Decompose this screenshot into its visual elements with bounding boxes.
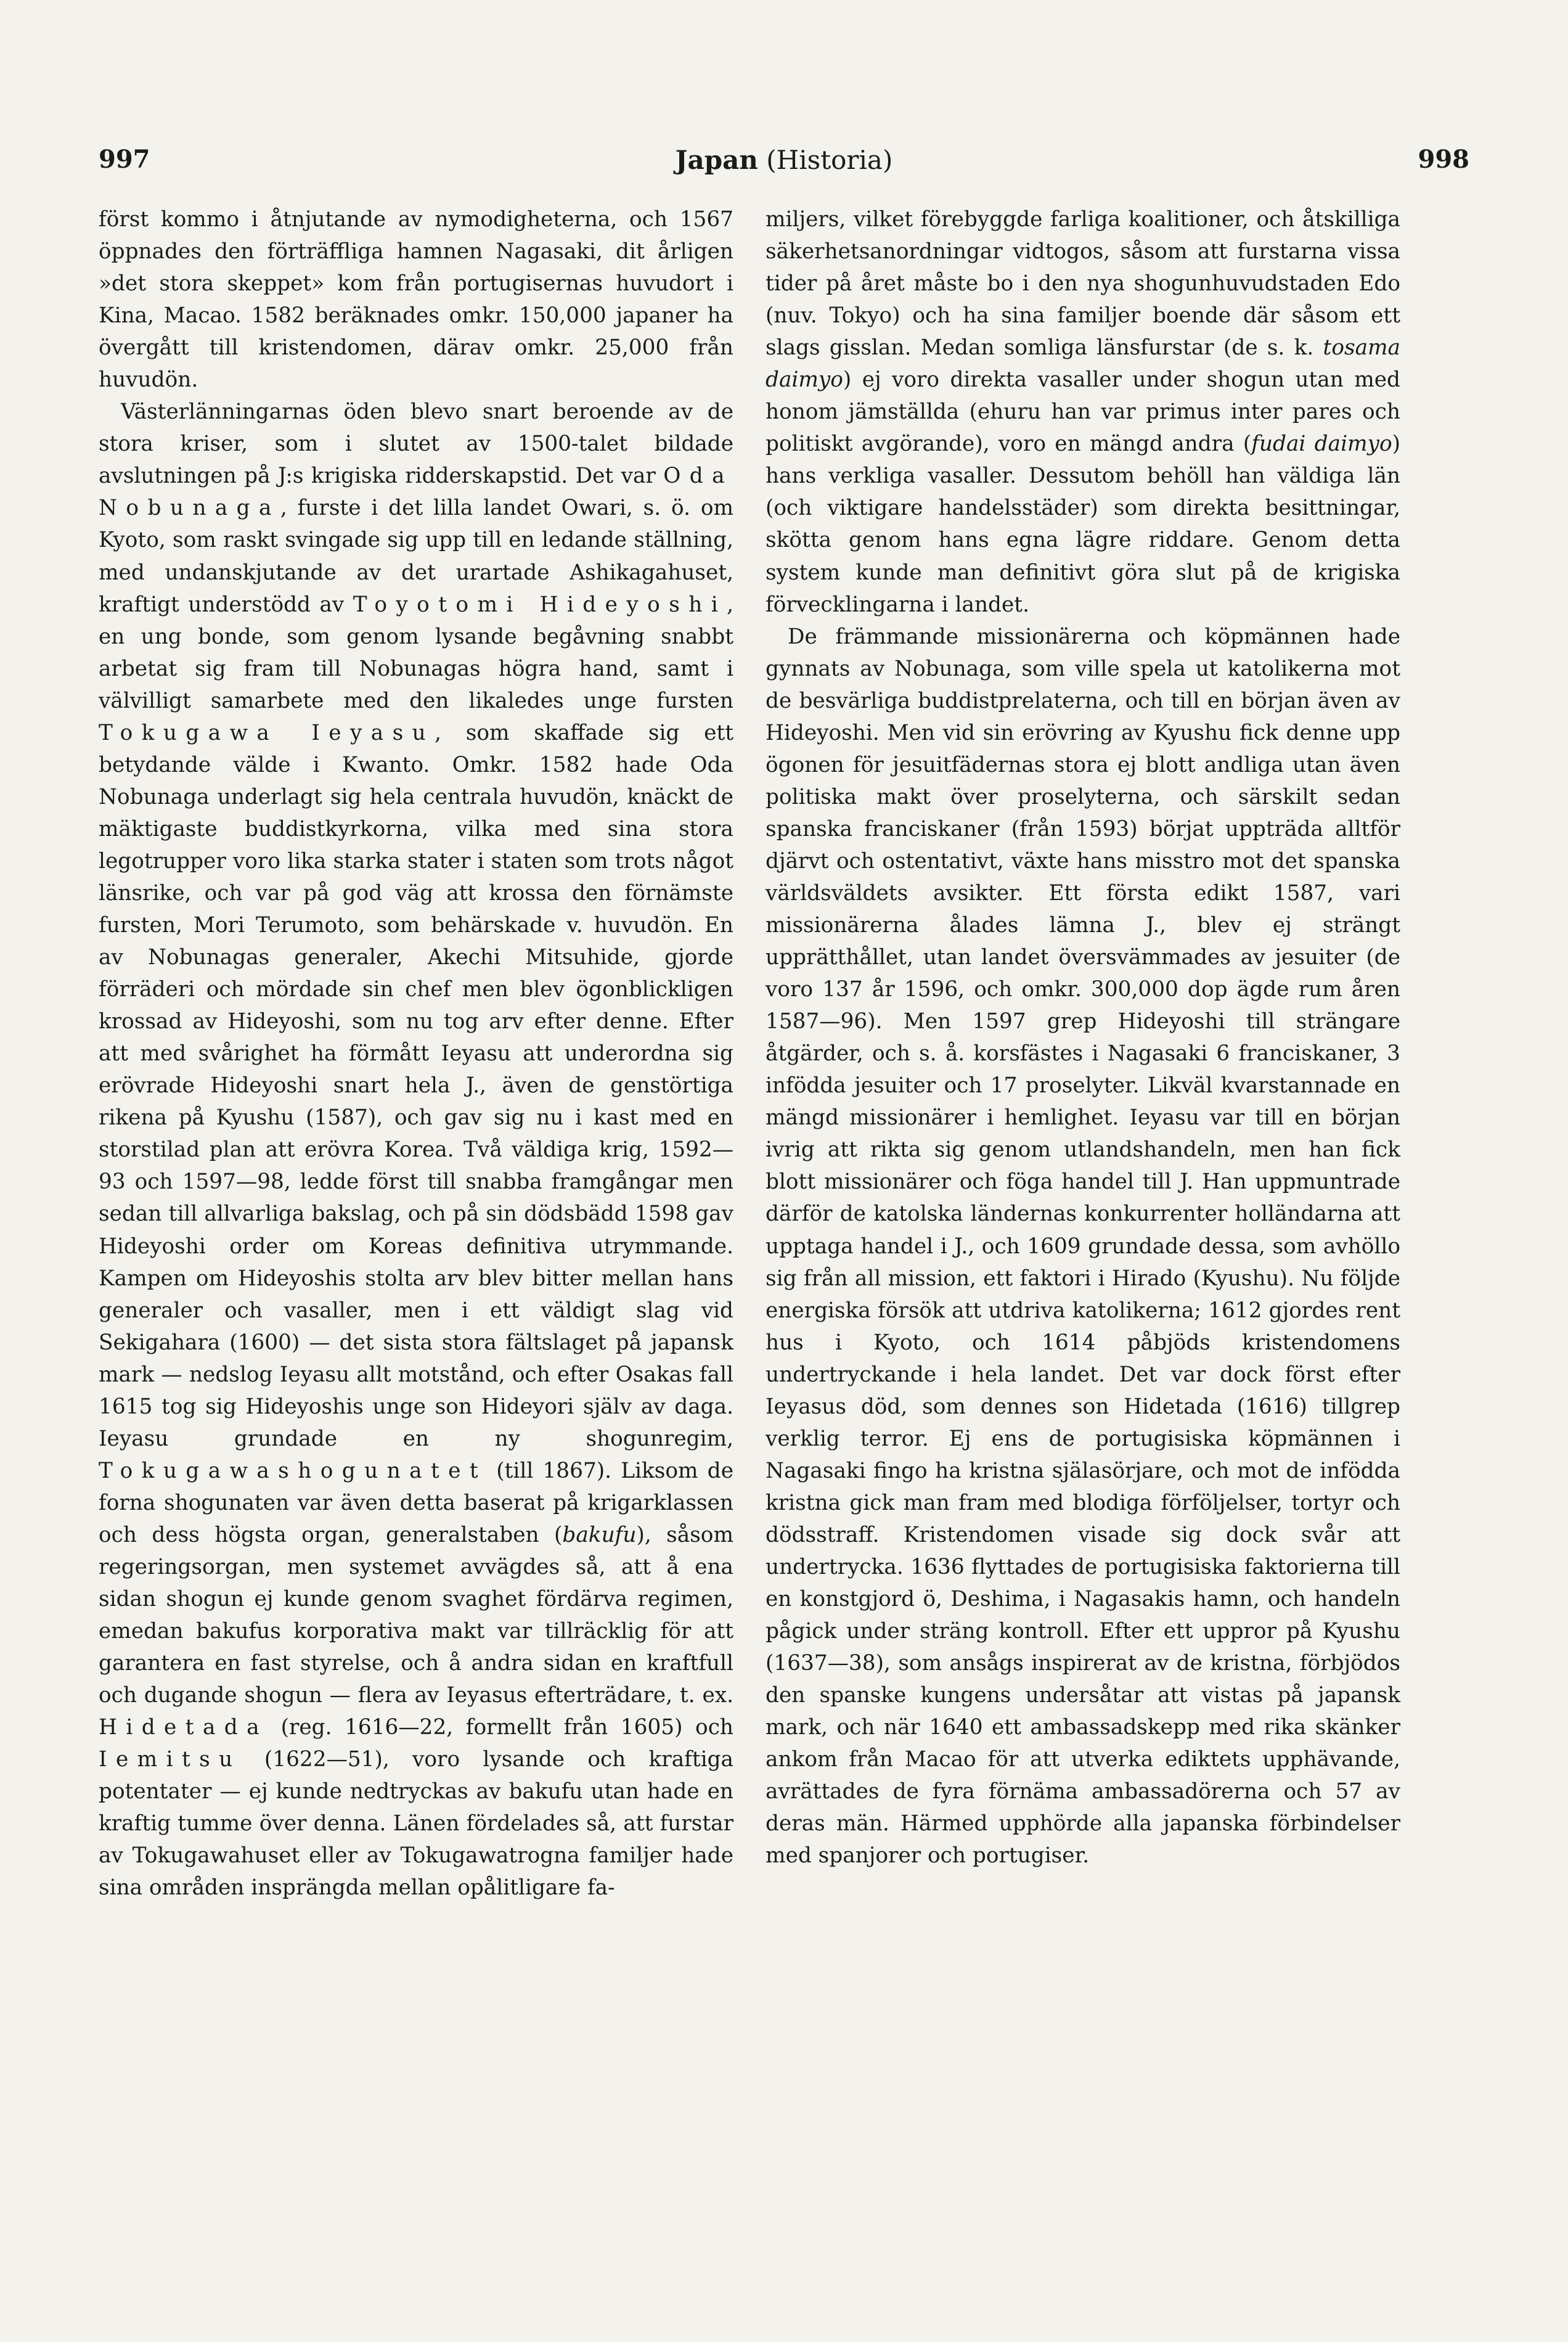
- paragraph: [766, 203, 1400, 621]
- text-run: ), såsom regeringsorgan, men systemet avvägdes så, att å ena sidan shogun ej kunde genom svaghet fördärva regimen, emedan bakufus korporativa makt var tillräcklig för att garantera en fast styrelse, och å andra sidan en kraftfull och dugande shogun — flera av Ieyasus efterträdare, t. ex.: [99, 1522, 733, 1708]
- text-run: , en ung bonde, som genom lysande begåvning snabbt arbetat sig fram till Nobunagas högra hand, samt i välvilligt samarbete med den likaledes unge fursten: [99, 592, 733, 713]
- right-column: [766, 203, 1400, 1872]
- running-title: [99, 145, 1469, 175]
- running-title-sub: (Historia): [757, 145, 893, 175]
- page-number-left: 997: [99, 145, 150, 174]
- text-run: (reg. 1616—22, formellt från 1605) och: [268, 1715, 733, 1740]
- paragraph: först kommo i åtnjutande av nymodigheterna, och 1567 öppnades den förträffliga hamnen Nagasaki, dit årligen »det stora skeppet» kom från portugisernas huvudort i Kina, Macao. 1582 beräknades omkr. 150,000 japaner ha övergått till kristendomen, därav omkr. 25,000 från huvudön.: [99, 207, 733, 393]
- running-title-main: Japan: [675, 145, 758, 175]
- running-header: [99, 145, 1469, 182]
- left-column: [99, 203, 733, 1904]
- page-number-right: 998: [1418, 145, 1469, 174]
- text-run: (till 1867). Liksom de forna shogunaten var även detta baserat på krigarklassen och dess högsta organ, generalstaben (: [99, 1458, 733, 1547]
- paragraph: De främmande missionärerna och köpmännen hade gynnats av Nobunaga, som ville spela ut katolikerna mot de besvärliga buddistprelaterna, och till en början även av Hideyoshi. Men vid sin erövring av Kyushu fick denne upp ögonen för jesuitfädernas stora ej blott andliga utan även politiska makt över proselyterna, och särskilt sedan spanska franciskaner (från 1593) börjat uppträda alltför djärvt och ostentativt, växte hans misstro mot det spanska världsväldets avsikter. Ett första edikt 1587, vari missionärerna ålades lämna J., blev ej strängt upprätthållet, utan landet översvämmades av jesuiter (de voro 137 år 1596, och omkr. 300,000 dop ägde rum åren 1587—96). Men 1597 grep Hideyoshi till strängare åtgärder, och s. å. korsfästes i Nagasaki 6 franciskaner, 3 infödda jesuiter och 17 proselyter. Likväl kvarstannade en mängd missionärer i hemlighet. Ieyasu var till en början ivrig att rikta sig genom utlandshandeln, men han fick blott missionärer och föga handel till J. Han uppmuntrade därför de katolska ländernas konkurrenter holländarna att upptaga handel i J., och 1609 grundade dessa, som avhöllo sig från all mission, ett faktori i Hirado (Kyushu). Nu följde energiska försök att utdriva katolikerna; 1612 gjordes rent hus i Kyoto, och 1614 påbjöds kristendomens undertryckande i hela landet. Det var dock först efter Ieyasus död, som dennes son Hidetada (1616) tillgrep verklig terror. Ej ens de portugisiska köpmännen i Nagasaki fingo ha kristna själasörjare, och mot de infödda kristna gick man fram med blodiga förföljelser, tortyr och dödsstraff. Kristendomen visade sig dock svår att undertrycka. 1636 flyttades de portugisiska faktorierna till en konstgjord ö, Deshima, i Nagasakis hamn, och handeln pågick under sträng kontroll. Efter ett uppror på Kyushu (1637—38), som ansågs inspirerat av de kristna, förbjödos den spanske kungens undersåtar att vistas på japansk mark, och när 1640 ett ambassadskepp med rika skänker ankom från Macao för att utverka ediktets upphävande, avrättades de fyra förnäma ambassadörerna och 57 av deras män. Härmed upphörde alla japanska förbindelser med spanjorer och portugiser.: [766, 624, 1400, 1869]
- italic-term: bakufu: [562, 1522, 637, 1547]
- italic-term: fudai daimyo: [1251, 432, 1392, 457]
- text-run: , som skaffade sig ett betydande välde i Kwanto. Omkr. 1582 hade Oda Nobunaga underlagt sig hela centrala huvudön, knäckt de mäktigaste buddistkyrkorna, vilka med sina stora legotrupper voro lika starka stater i staten som trots något länsrike, och var på god väg att krossa den förnämste fursten, Mori Terumoto, som behärskade v. huvudön. En av Nobunagas generaler, Akechi Mitsuhide, gjorde förräderi och mördade sin chef men blev ögonblickligen krossad av Hideyoshi, som nu tog arv efter denne. Efter att med svårighet ha förmått Ieyasu att underordna sig erövrade Hideyoshi snart hela J., även de genstörtiga rikena på Kyushu (1587), och gav sig nu i kast med en storstilad plan att erövra Korea. Två väldiga krig, 1592—93 och 1597—98, ledde först till snabba framgångar men sedan till allvarliga bakslag, och på sin dödsbädd 1598 gav Hideyoshi order om Koreas definitiva utrymmande. Kampen om Hideyoshis stolta arv blev bitter mellan hans generaler och vasaller, men i ett väldigt slag vid Sekigahara (1600) — det sista stora fältslaget på japansk mark — nedslog Ieyasu allt motstånd, och efter Osakas fall 1615 tog sig Hideyoshis unge son Hideyori själv av daga. Ieyasu grundade en ny shogunregim,: [99, 720, 733, 1451]
- spaced-name: Hidetada: [99, 1715, 269, 1740]
- text-run: (1622—51), voro lysande och kraftiga potentater — ej kunde nedtryckas av bakufu utan hade en kraftig tumme över denna. Länen fördelades så, att furstar av Tokugawahuset eller av Tokugawatrogna familjer hade sina områden insprängda mellan opålitligare fa-: [99, 1747, 733, 1901]
- spaced-name: Toyotomi Hideyoshi: [353, 592, 727, 617]
- text-run: ) hans verkliga vasaller. Dessutom behöll han väldiga län (och viktigare handelsstäder) som direkta besittningar, skötta genom hans egna lägre riddare. Genom detta system kunde man definitivt göra slut på de krigiska förvecklingarna i landet.: [766, 432, 1400, 617]
- spaced-name: Tokugawa Ieyasu: [99, 720, 435, 745]
- text-run: miljers, vilket förebyggde farliga koalitioner, och åtskilliga säkerhetsanordningar vidtogos, såsom att furstarna vissa tider på året måste bo i den nya shogunhuvudstaden Edo (nuv. Tokyo) och ha sina familjer boende där såsom ett slags gisslan. Medan somliga länsfurstar (de s. k.: [766, 207, 1400, 361]
- italic-term: tosama daimyo: [766, 335, 1400, 393]
- spaced-name: Oda Nobunaga: [99, 464, 733, 521]
- text-run: Västerlänningarnas öden blevo snart beroende av de stora kriser, som i slutet av 1500-talet bildade avslutningen på J:s krigiska ridderskapstid. Det var: [99, 399, 733, 489]
- spaced-name: Tokugawashogunatet: [99, 1458, 488, 1483]
- paragraph: [99, 396, 733, 1904]
- text-run: , furste i det lilla landet Owari, s. ö. om Kyoto, som raskt svingade sig upp till en ledande ställning, med undanskjutande av det urartade Ashikagahuset, kraftigt understödd av: [99, 496, 733, 617]
- spaced-name: Iemitsu: [99, 1747, 242, 1772]
- text-run: ) ej voro direkta vasaller under shogun utan med honom jämställda (ehuru han var primus inter pares och politiskt avgörande), voro en mängd andra (: [766, 367, 1400, 457]
